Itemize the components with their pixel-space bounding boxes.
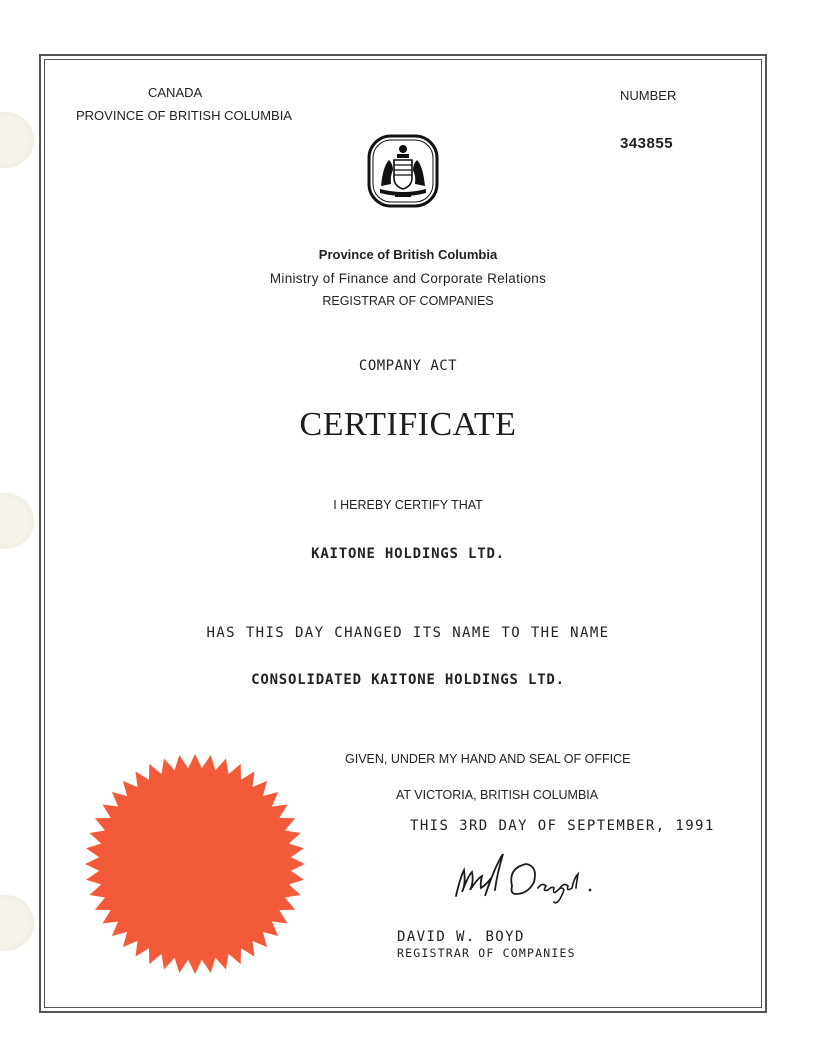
act-heading: COMPANY ACT — [358, 358, 458, 374]
given-statement: GIVEN, UNDER MY HAND AND SEAL OF OFFICE — [345, 752, 631, 766]
ministry-line-province: Province of British Columbia — [318, 247, 498, 262]
old-company-name: KAITONE HOLDINGS LTD. — [311, 546, 505, 562]
registrar-name: DAVID W. BOYD — [397, 929, 525, 945]
signature-icon — [450, 848, 600, 908]
place-statement: AT VICTORIA, BRITISH COLUMBIA — [396, 788, 599, 802]
certificate-number: 343855 — [620, 135, 674, 152]
number-label: NUMBER — [620, 88, 677, 103]
coat-of-arms-icon — [367, 134, 439, 208]
punch-hole-bottom — [0, 895, 34, 951]
ministry-line-department: Ministry of Finance and Corporate Relations — [269, 271, 547, 286]
ministry-line-registrar: REGISTRAR OF COMPANIES — [322, 294, 494, 308]
punch-hole-top — [0, 112, 34, 168]
name-change-statement: HAS THIS DAY CHANGED ITS NAME TO THE NAME — [206, 625, 610, 641]
date-statement: THIS 3RD DAY OF SEPTEMBER, 1991 — [410, 818, 715, 834]
country-label: CANADA — [148, 85, 203, 100]
province-label: PROVINCE OF BRITISH COLUMBIA — [76, 108, 292, 123]
certify-statement: I HEREBY CERTIFY THAT — [333, 498, 483, 512]
registrar-title: REGISTRAR OF COMPANIES — [397, 946, 576, 960]
new-company-name: CONSOLIDATED KAITONE HOLDINGS LTD. — [251, 672, 565, 688]
red-seal-icon — [84, 753, 306, 975]
certificate-title: CERTIFICATE — [299, 406, 517, 443]
